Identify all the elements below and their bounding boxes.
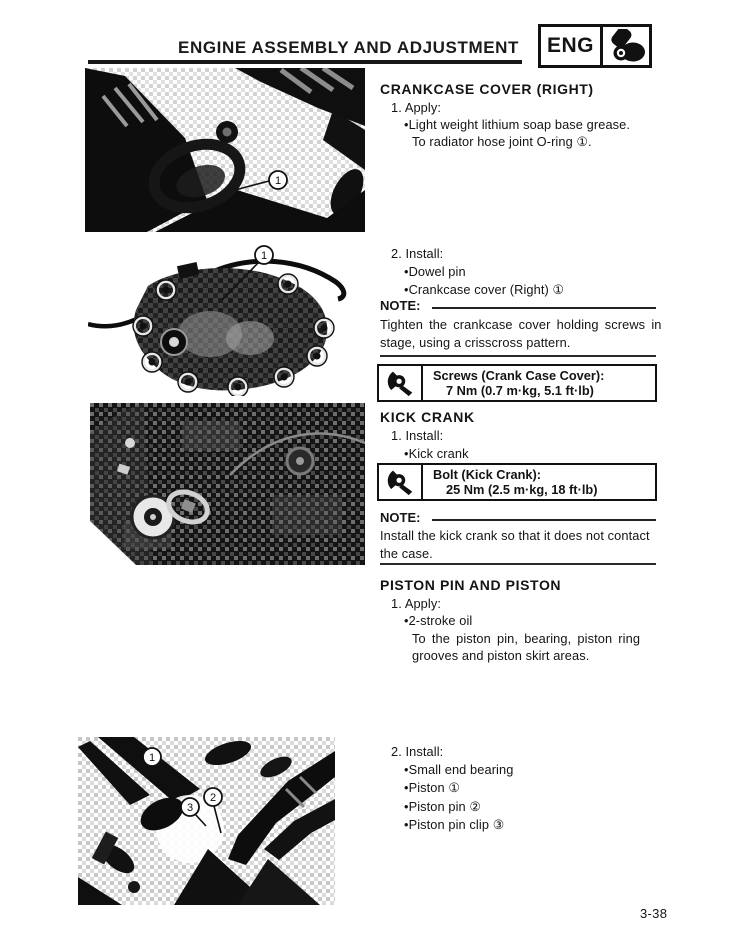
section-heading-crankcase-cover: CRANKCASE COVER (RIGHT) [380,81,594,97]
chapter-badge [538,24,652,68]
torque-spec-box-crankcase [377,364,657,402]
section-heading-piston: PISTON PIN AND PISTON [380,577,562,593]
note-label: NOTE: [380,298,421,313]
bullet-piston: •Piston ① [404,780,460,795]
torque-spec-title: Bolt (Kick Crank): [433,467,542,482]
torque-spec-box-kick-crank [377,463,657,501]
bullet-grease: •Light weight lithium soap base grease. [404,117,631,132]
note-label: NOTE: [380,510,421,525]
note-close-rule [380,563,656,565]
wrench-icon-art [386,369,414,397]
note-dash-rule [432,307,656,309]
step-install: 2. Install: [391,744,444,759]
title-underline [88,60,522,64]
note-text-line: the case. [380,546,433,561]
fig4-callout-1 [143,748,161,766]
fig2-callout-1 [255,246,273,264]
torque-spec-title: Screws (Crank Case Cover): [433,368,605,383]
svg-text:1: 1 [260,250,268,262]
fig4-callout-2 [204,788,222,806]
bullet-piston-pin-clip: •Piston pin clip ③ [404,817,505,832]
engine-icon [600,27,649,65]
wrench-icon-art [386,468,414,496]
note-dash-rule [432,519,656,521]
section-heading-kick-crank: KICK CRANK [380,409,475,425]
bullet-small-end-bearing: •Small end bearing [404,762,514,777]
detail-piston-apply: grooves and piston skirt areas. [412,648,590,663]
figure-crankcase-cover-photo [88,238,360,396]
svg-text:1: 1 [274,175,282,187]
torque-spec-value: 7 Nm (0.7 m·kg, 5.1 ft·lb) [446,383,594,398]
chapter-badge-label: ENG [546,34,594,57]
step-install: 2. Install: [391,246,444,261]
step-install: 1. Install: [391,428,444,443]
detail-oring: To radiator hose joint O-ring ①. [412,134,592,149]
page-number: 3-38 [640,906,668,921]
figure-kick-crank-photo [90,403,365,565]
bullet-crankcase-cover: •Crankcase cover (Right) ① [404,282,565,297]
note-text-line: Tighten the crankcase cover holding screws in [380,317,662,332]
svg-text:3: 3 [186,802,194,814]
engine-icon-art [606,29,646,63]
note-text-line: stage, using a crisscross pattern. [380,335,571,350]
svg-text:1: 1 [148,752,156,764]
step-apply: 1. Apply: [391,596,441,611]
wrench-icon [379,366,423,400]
note-text-line: Install the kick crank so that it does not contact [380,528,650,543]
wrench-icon [379,465,423,499]
fig1-callout-1 [269,171,287,189]
fig4-callout-3 [181,798,199,816]
page-title: ENGINE ASSEMBLY AND ADJUSTMENT [178,38,520,57]
figure-piston-photo [78,737,335,905]
figure-oring-photo [85,68,365,232]
bullet-kick-crank: •Kick crank [404,446,469,461]
bullet-dowel-pin: •Dowel pin [404,264,466,279]
bullet-piston-pin: •Piston pin ② [404,799,482,814]
bullet-2-stroke-oil: •2-stroke oil [404,613,473,628]
svg-text:2: 2 [209,792,217,804]
torque-spec-value: 25 Nm (2.5 m·kg, 18 ft·lb) [446,482,598,497]
step-apply: 1. Apply: [391,100,441,115]
detail-piston-apply: To the piston pin, bearing, piston ring [412,631,641,646]
note-close-rule [380,355,656,357]
